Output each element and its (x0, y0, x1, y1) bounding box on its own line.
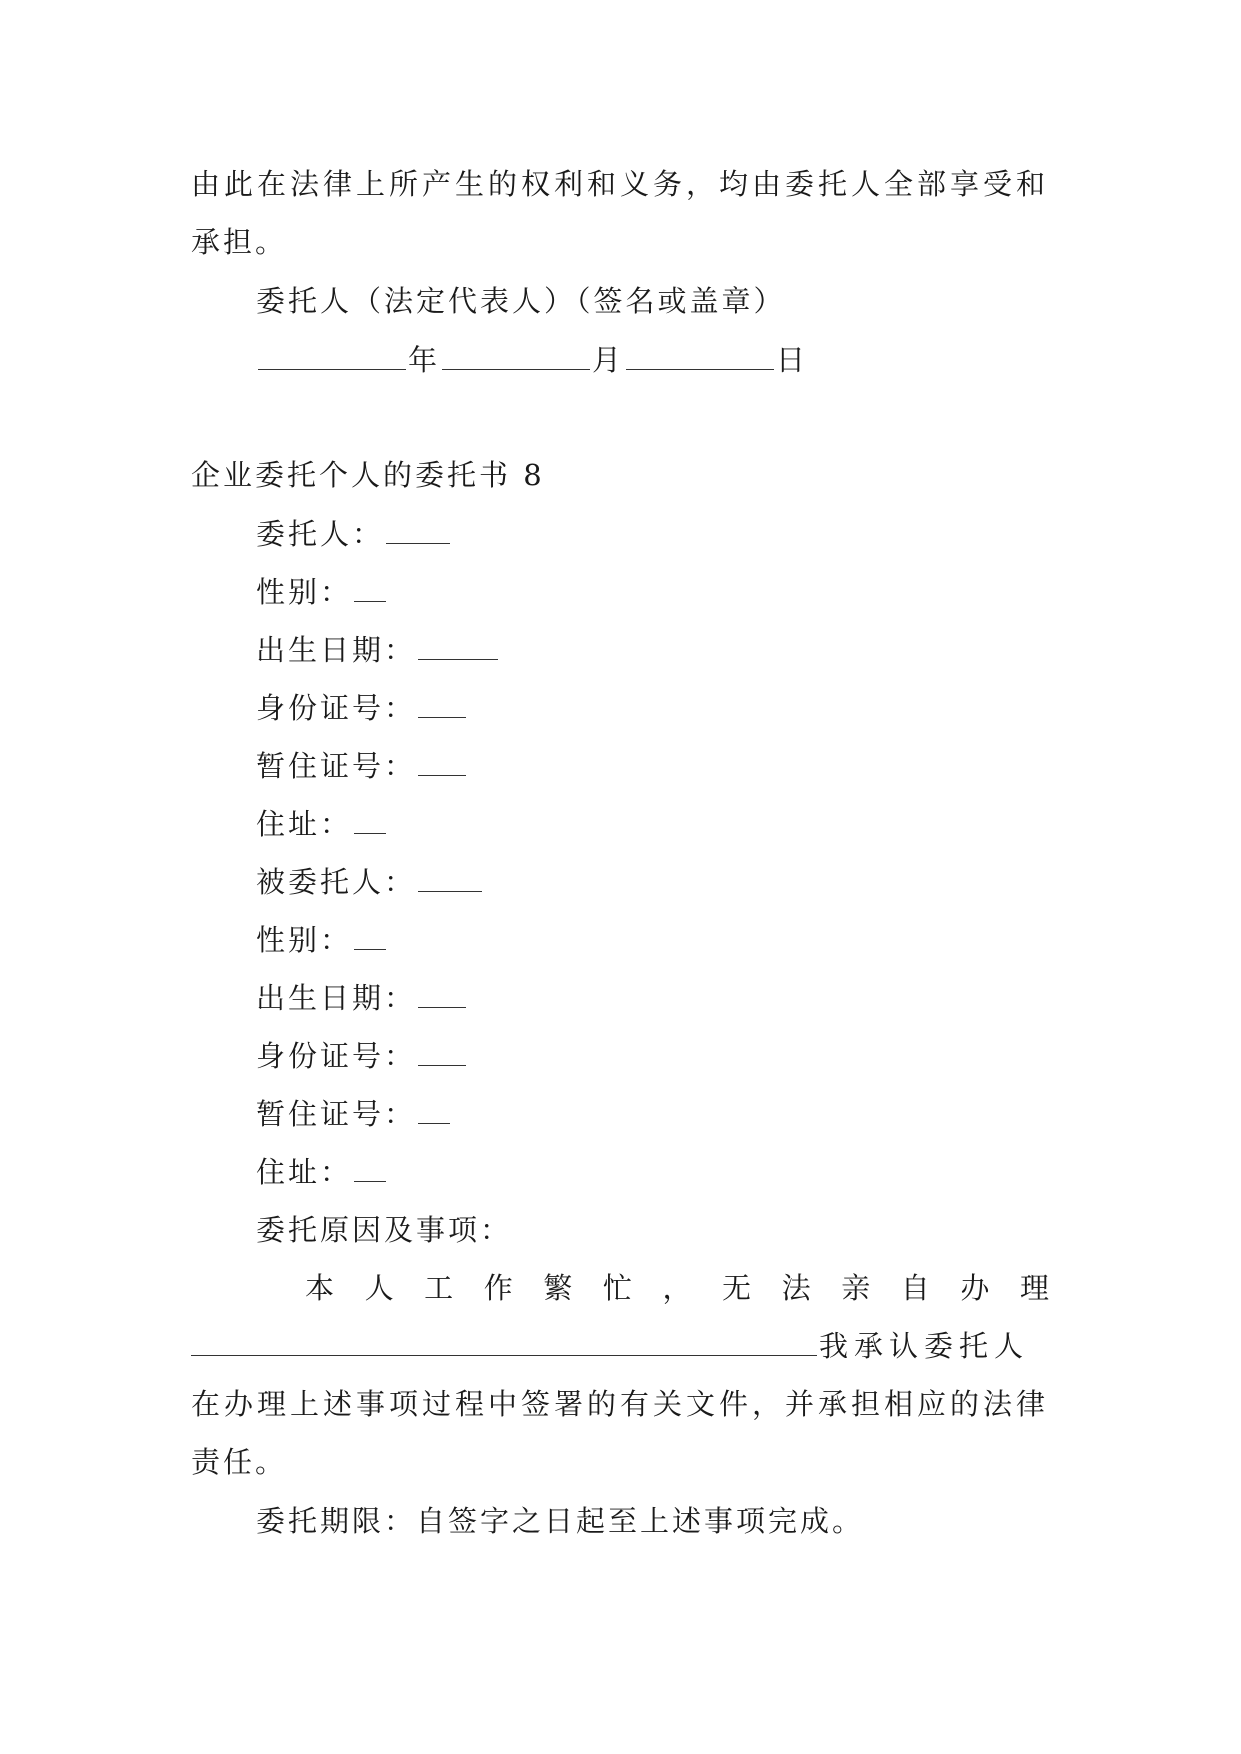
field-blank (354, 600, 386, 602)
reason-char: 理 (1019, 1271, 1049, 1305)
principal-id-field (256, 690, 468, 726)
agent-address-field (256, 1154, 388, 1190)
year-blank (258, 368, 406, 370)
field-label: 性别： (256, 575, 353, 609)
field-label: 出生日期： (256, 981, 417, 1015)
field-blank (354, 832, 386, 834)
agent-id-field (256, 1038, 468, 1074)
reason-char: 办 (960, 1271, 990, 1305)
reason-line-2-tail: 我承认委托人 (819, 1329, 1030, 1363)
field-label: 暂住证号： (256, 1097, 417, 1131)
field-blank (418, 1006, 466, 1008)
date-line (256, 342, 808, 378)
month-blank (442, 368, 590, 370)
field-blank (354, 1180, 386, 1182)
reason-blank (191, 1354, 817, 1356)
principal-gender-field (256, 574, 388, 610)
principal-address-field (256, 806, 388, 842)
field-blank (418, 658, 498, 660)
agent-birth-field (256, 980, 468, 1016)
reason-line-3: 在办理上述事项过程中签署的有关文件，并承担相应的法律 (191, 1387, 1050, 1421)
paragraph-line: 承担。 (191, 225, 288, 259)
year-label: 年 (408, 343, 441, 377)
reason-char: 法 (781, 1271, 811, 1305)
reason-char: 亲 (841, 1271, 871, 1305)
principal-name-field (256, 516, 452, 552)
paragraph-line: 由此在法律上所产生的权利和义务，均由委托人全部享受和 (191, 167, 1050, 201)
agent-temp-id-field (256, 1096, 452, 1132)
term-line: 委托期限：自签字之日起至上述事项完成。 (256, 1504, 865, 1538)
principal-birth-field (256, 632, 500, 668)
reason-char: 本 (305, 1271, 335, 1305)
agent-name-field (256, 864, 484, 900)
field-label: 性别： (256, 923, 353, 957)
reason-line-1 (191, 1270, 1049, 1306)
principal-temp-id-field (256, 748, 468, 784)
reason-char: 繁 (543, 1271, 573, 1305)
section-title: 企业委托个人的委托书 8 (191, 458, 545, 492)
field-label: 身份证号： (256, 1039, 417, 1073)
reason-label: 委托原因及事项： (256, 1213, 513, 1247)
field-label: 住址： (256, 1155, 353, 1189)
reason-char: 作 (483, 1271, 513, 1305)
field-blank (386, 542, 450, 544)
agent-gender-field (256, 922, 388, 958)
month-label: 月 (592, 343, 625, 377)
reason-char: 无 (722, 1271, 752, 1305)
field-blank (354, 948, 386, 950)
reason-line-2 (191, 1328, 1029, 1364)
signature-label: 委托人（法定代表人）（签名或盖章） (256, 284, 786, 318)
field-label: 住址： (256, 807, 353, 841)
reason-char: ， (662, 1271, 692, 1305)
field-blank (418, 890, 482, 892)
field-label: 委托人： (256, 517, 385, 551)
field-label: 出生日期： (256, 633, 417, 667)
field-label: 被委托人： (256, 865, 417, 899)
field-blank (418, 716, 466, 718)
reason-char: 人 (364, 1271, 394, 1305)
field-blank (418, 1064, 466, 1066)
reason-line-4: 责任。 (191, 1445, 288, 1479)
day-label: 日 (776, 343, 809, 377)
field-blank (418, 1122, 450, 1124)
reason-char: 忙 (602, 1271, 632, 1305)
day-blank (626, 368, 774, 370)
reason-char: 自 (900, 1271, 930, 1305)
field-label: 身份证号： (256, 691, 417, 725)
field-blank (418, 774, 466, 776)
field-label: 暂住证号： (256, 749, 417, 783)
reason-char: 工 (424, 1271, 454, 1305)
